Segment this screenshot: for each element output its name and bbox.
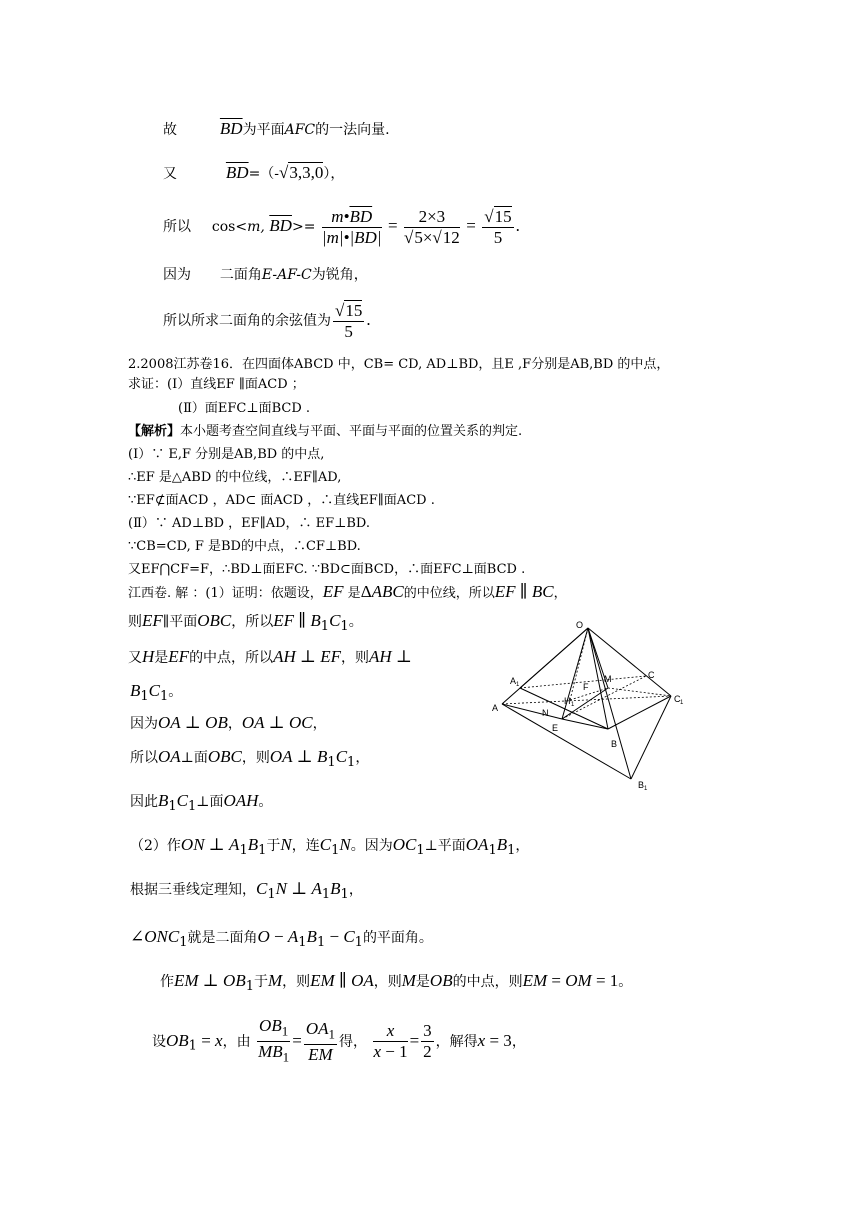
text: ）， (323, 166, 345, 182)
proof-line: (Ⅰ）∵ E,F 分别是AB,BD 的中点, (128, 447, 325, 462)
label-c1-sub: 1 (680, 700, 684, 706)
text: 的平面角。 (362, 930, 433, 946)
label-a1-sub: 1 (516, 682, 520, 688)
text: 因为 (130, 716, 158, 732)
fraction-x: $\frac{x}{x - 1}$ (373, 1021, 408, 1062)
text: 江西卷. 解 ：(1）证明：依题设， (128, 586, 323, 601)
text: 本小题考查空间直线与平面、平面与平面的位置关系的判定. (180, 424, 523, 439)
vector-bd: $\overline{BD}$ (225, 163, 249, 182)
label-a: A (492, 703, 499, 713)
text: （2）作 (130, 838, 181, 854)
text: ，由 (222, 1033, 251, 1050)
proof-line: ∵CB=CD, F 是BD的中点，∴CF⊥BD. (128, 539, 361, 554)
text: 的中点，所以 (189, 650, 274, 666)
label-o: O (576, 620, 584, 630)
solution-line: 又H是EF的中点，所以AH ⊥ EF，则AH ⊥ (128, 647, 412, 666)
solution-line: 设$OB_1 = x$，由 $\frac{OB_1}{MB_1}$ = $\frac{OA_1}{EM}$ 得， $\frac{x}{x - 1}$ = $\frac{3}{2}$ ，解得x = 3， (152, 1016, 526, 1062)
solution-line: 作EM ⊥ $OB_1$于M，则EM ∥ OA，则M是OB的中点，则EM = OM = 1。 (160, 971, 633, 994)
problem-statement: 求证：(Ⅰ）直线EF ∥面ACD ； (128, 377, 305, 392)
proof-line: (Ⅱ）∵ AD⊥BD ，EF∥AD，∴ EF⊥BD. (128, 516, 371, 531)
text: ，则 (282, 974, 311, 990)
fraction-answer: $\frac{√15}{5}$ (335, 300, 363, 341)
fraction-three-halves: $\frac{3}{2}$ (423, 1021, 432, 1062)
line-cosine: 所以 cos<m, $\overline{BD}>=$ $\frac{m•\overline{BD}}{|m|•|\overline{BD}|}$ = $\frac{2\times 3}{√5\times√12}$ = $\frac{√15}{5}$ . (163, 206, 520, 247)
solution-line: 江西卷. 解 ：(1）证明：依题设，EF 是ΔABC的中位线，所以EF ∥ BC， (128, 582, 567, 601)
text: >= (291, 219, 316, 235)
text: ∥平面 (162, 614, 198, 630)
label-h-sub: 1 (571, 702, 575, 708)
solution-line: 因此$B_1C_1\perp$面OAH。 (130, 791, 273, 814)
line-answer: 所以所求二面角的余弦值为 $\frac{√15}{5}$ . (163, 300, 371, 341)
text: ⊥面 (180, 750, 208, 766)
label-b1-sub: 1 (644, 786, 648, 792)
label-c1: C (674, 694, 681, 704)
text: ，则 (373, 974, 402, 990)
geometry-figure (486, 616, 696, 796)
text: 二面角 (219, 267, 262, 283)
text: E-AF-C (261, 267, 312, 283)
text: ，则 (241, 750, 270, 766)
label-e: E (552, 723, 559, 733)
vector-components: 3,3,0 (289, 163, 324, 182)
solution-line: $B_1C_1$。 (130, 681, 183, 704)
text: 的中位线，所以 (403, 586, 495, 601)
text: ，所以 (231, 614, 274, 630)
text: 所以 (163, 219, 191, 235)
text: 是 (347, 586, 361, 601)
text: ，连 (291, 838, 320, 854)
problem-statement: (Ⅱ）面EFC⊥面BCD . (178, 401, 311, 416)
text: 为平面 (242, 122, 285, 138)
text: 于 (254, 974, 268, 990)
text: 则 (128, 614, 142, 630)
line-bd-vector: 又 $\overline{BD}=(-√3,3,0)$， (163, 163, 345, 182)
fraction-result: $\frac{√15}{5}$ (484, 206, 512, 247)
fraction-ratio-right: $\frac{OA_1}{EM}$ (305, 1018, 335, 1065)
problem-statement: 2.2008江苏卷16．在四面体ABCD 中，CB= CD, AD⊥BD，且E ,F分别是AB,BD 的中点， (128, 357, 670, 372)
text: 故 (163, 122, 177, 138)
text: 因此 (130, 794, 158, 810)
text: 设 (152, 1033, 166, 1050)
label-f: F (583, 682, 589, 692)
text: 是 (154, 650, 169, 666)
text: 所以 (130, 750, 158, 766)
proof-line: ∵EF⊄面ACD ，AD⊂ 面ACD ，∴直线EF∥面ACD . (128, 493, 435, 508)
vector-bd: $\overline{BD}$ (269, 216, 292, 235)
label-c: C (648, 670, 655, 680)
fraction-values: $\frac{2\times 3}{√5\times√12}$ (404, 206, 460, 247)
label-b: B (611, 739, 618, 749)
text: 的一法向量. (315, 122, 390, 138)
text: 根据三垂线定理知， (130, 882, 256, 898)
solution-line: 所以OA⊥面OBC，则OA ⊥ $B_1C_1$， (130, 747, 370, 770)
analysis-line (128, 423, 522, 441)
text: AFC (284, 122, 316, 138)
solution-line: $\angle ONC_1$就是二面角$O - A_1B_1 - C_1$的平面角。 (130, 927, 433, 950)
analysis-heading: 【解析】 (128, 424, 181, 439)
text: 作 (160, 974, 174, 990)
vector-bd: $\overline{BD}$ (219, 119, 243, 138)
label-h: H (564, 696, 571, 706)
line-normal-vector (163, 120, 390, 139)
solution-line: （2）作ON ⊥ $A_1B_1$于N，连$C_1N$。因为$OC_1\perp$平面$OA_1B_1$， (130, 835, 530, 858)
text: 因为 (163, 267, 191, 283)
solution-line: 因为OA ⊥ OB，OA ⊥ OC， (130, 713, 327, 732)
text: ，解得 (435, 1033, 478, 1050)
text: 又 (128, 650, 142, 666)
proof-line: 又EF⋂CF=F，∴BD⊥面EFC. ∵BD⊂面BCD，∴面EFC⊥面BCD . (128, 562, 526, 577)
proof-line: ∴EF 是△ABD 的中位线，∴EF∥AD, (128, 470, 342, 485)
text: =（- (248, 166, 280, 182)
label-m: M (604, 674, 612, 684)
text: <m, (235, 219, 265, 235)
text: ⊥面 (196, 794, 224, 810)
text: ⊥平面 (424, 838, 466, 854)
text: cos (211, 219, 236, 235)
text: 所以所求二面角的余弦值为 (163, 313, 331, 329)
text: 。因为 (350, 838, 393, 854)
text: 的中点，则 (452, 974, 523, 990)
text: 又 (163, 166, 177, 182)
text: ，则 (341, 650, 370, 666)
label-b1: B (638, 780, 645, 790)
solution-line: 根据三垂线定理知，$C_1N$ ⊥ $A_1B_1$， (130, 879, 363, 902)
line-acute-angle (163, 266, 368, 284)
solution-line: 则EF∥平面OBC，所以EF ∥ $B_1C_1$。 (128, 611, 363, 634)
text: 于 (266, 838, 281, 854)
text: 就是二面角 (187, 930, 258, 946)
fraction-ratio-left: $\frac{OB_1}{MB_1}$ (258, 1016, 290, 1065)
fraction-cos: $\frac{m•\overline{BD}}{|m|•|\overline{BD}|}$ (321, 206, 382, 247)
label-a1: A (510, 676, 517, 686)
text: 为锐角， (311, 267, 368, 283)
label-n: N (542, 708, 549, 718)
text: 是 (415, 974, 430, 990)
text: 得， (338, 1033, 367, 1050)
